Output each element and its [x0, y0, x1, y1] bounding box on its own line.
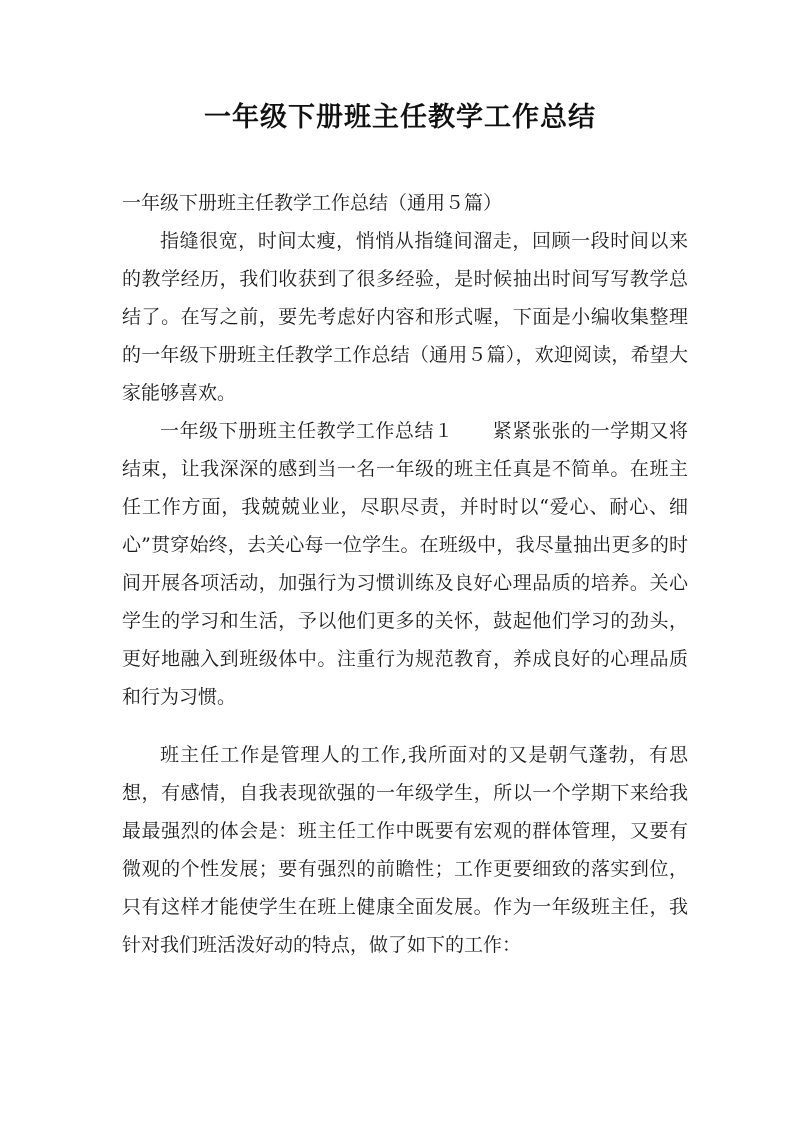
paragraph-summary-1: 一年级下册班主任教学工作总结１ 紧紧张张的一学期又将结束，让我深深的感到当一名一年级的班主任真是不简单。在班主任工作方面，我兢兢业业，尽职尽责，并时时以“爱心、耐心、细心”贯穿始终，去关心每一位学生。在班级中，我尽量抽出更多的时间开展各项活动，加强行为习惯训练及良好心理品质的培养。关心学生的学习和生活，予以他们更多的关怀，鼓起他们学习的劲头，更好地融入到班级体中。注重行为规范教育，养成良好的心理品质和行为习惯。	[122, 420, 688, 708]
paragraph-intro: 指缝很宽，时间太瘦，悄悄从指缝间溜走，回顾一段时间以来的教学经历，我们收获到了很多经验，是时候抽出时间写写教学总结了。在写之前，要先考虑好内容和形式喔，下面是小编收集整理的一年级下册班主任教学工作总结（通用５篇），欢迎阅读，希望大家能够喜欢。	[122, 230, 688, 404]
document-body	[122, 184, 688, 964]
document-title: 一年级下册班主任教学工作总结	[204, 102, 596, 133]
paragraph-class-management: 班主任工作是管理人的工作,我所面对的又是朝气蓬勃，有思想，有感情，自我表现欲强的一年级学生，所以一个学期下来给我最最强烈的体会是：班主任工作中既要有宏观的群体管理，又要有微观的个性发展；要有强烈的前瞻性；工作更要细致的落实到位，只有这样才能使学生在班上健康全面发展。作为一年级班主任，我针对我们班活泼好动的特点，做了如下的工作：	[122, 744, 688, 956]
document-subtitle: 一年级下册班主任教学工作总结（通用５篇）	[122, 192, 503, 214]
